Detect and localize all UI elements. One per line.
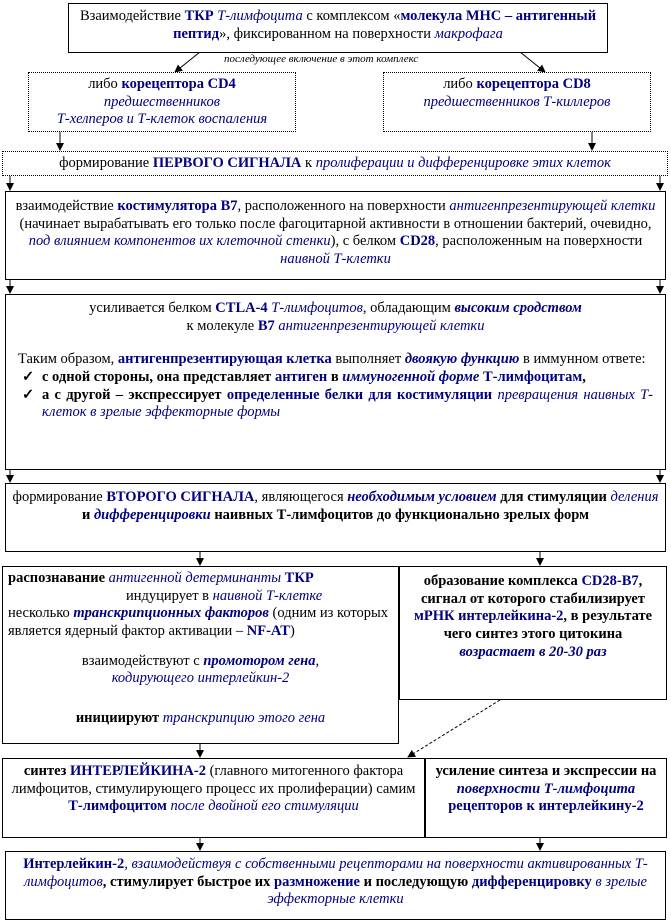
box-ctla4-apc [5, 294, 666, 470]
cd8-label: корецептора CD8 [476, 76, 591, 92]
tcr-recognition: распознавание антигенной детерминанты ТКР индуцирует в наивной Т-клетке несколько транскрипционных факторов (одним из которых является ядерный фактор активации – NF-AT) [8, 570, 389, 640]
box-il2-proliferation: Интерлейкин-2, взаимодействуя с собственными рецепторами на поверхности активированных Т-лимфоцитов, стимулирует быстрое их размножение и последующую дифференцировку в зрелые эффекторные клетки [5, 851, 666, 920]
promoter-interaction: взаимодействуют с промотором гена, кодирующего интерлейкин-2 [81, 652, 320, 687]
note-subsequent-inclusion: последующее включение в этот комплекс [224, 53, 419, 65]
ctla4-label: CTLA-4 [215, 300, 268, 316]
box-transcription-factors [2, 566, 399, 744]
il2-label: ИНТЕРЛЕЙКИНА-2 [70, 763, 206, 779]
b1-tcr: ТКР [184, 8, 214, 24]
arrow-b7r-b8l [408, 700, 500, 757]
cd4-label: корецептора CD4 [121, 76, 236, 92]
b1-mhc-peptide: молекула МНС – антигенный пептид [173, 8, 597, 42]
b7-label: костимулятора B7 [117, 198, 238, 214]
first-signal-label: ПЕРВОГО СИГНАЛА [152, 155, 302, 171]
apc-dual-function: Таким образом, антигенпрезентирующая клетка выполняет двоякую функцию в иммунном ответе: [18, 351, 646, 368]
apc-function-item-1: ✓ с одной стороны, она представляет антиген в иммуногенной форме Т-лимфоцитам, [42, 369, 653, 387]
box-costimulator-b7: взаимодействие костимулятора B7, расположенного на поверхности антигенпрезентирующей клетки (начинает вырабатывать его только после фагоцитарной активности в отношении бактерий, очевидно, под влиянием компонентов их клеточной стенки), с белком CD28, расположенным на поверхности наивной Т-клетки [5, 191, 666, 280]
box-cd8-coreceptor: либо корецептора CD8 предшественников Т-киллеров [383, 72, 651, 132]
second-signal-label: ВТОРОГО СИГНАЛА [106, 489, 255, 505]
b1-macrophage: макрофага [434, 25, 503, 42]
ctla4-line: усиливается белком CTLA-4 Т-лимфоцитов, обладающим высоким сродством к молекуле B7 антигенпрезентирующей клетки [89, 300, 582, 334]
il2-final-label: Интерлейкин-2 [23, 856, 125, 872]
arrow-b1-cd4 [175, 52, 200, 72]
cd28-b7-label: CD28-B7 [581, 573, 639, 589]
box-tcr-mhc-interaction: Взаимодействие ТКР Т-лимфоцита с комплексом «молекула МНС – антигенный пептид», фиксированном на поверхности макрофага [68, 3, 608, 53]
box-cd4-coreceptor: либо корецептора CD4 предшественников Т-хелперов и Т-клеток воспаления [28, 72, 296, 132]
cd28-label: CD28 [399, 233, 436, 250]
arrow-b1-cd8 [520, 52, 545, 72]
b1-text: Взаимодействие [79, 8, 185, 24]
b1-tlymph: Т-лимфоцита [217, 8, 303, 24]
box-cd28-b7-complex: образование комплекса CD28-B7, сигнал от которого стабилизирует мРНК интерлейкина-2, в результате чего синтез этого цитокина возрастает в 20-30 раз [399, 566, 667, 700]
apc-function-list [18, 369, 653, 422]
transcription-init: инициируют транскрипцию этого гена [75, 710, 326, 727]
box-second-signal: формирование ВТОРОГО СИГНАЛА, являющегося необходимым условием для стимуляции деления и дифференцировки наивных Т-лимфоцитов до функционально зрелых форм [5, 483, 666, 552]
box-il2-synthesis: синтез ИНТЕРЛЕЙКИНА-2 (главного митогенного фактора лимфоцитов, стимулирующего процесс их пролиферации) самим Т-лимфоцитом после двойной его стимуляции [2, 758, 425, 838]
apc-function-item-2: ✓ а с другой – экспрессирует определенные белки для костимуляции превращения наивных Т-клеток в зрелые эффекторные формы [42, 387, 653, 422]
box-first-signal: формирование ПЕРВОГО СИГНАЛА к пролиферации и дифференцировке этих клеток [2, 151, 668, 176]
box-il2-receptor-expression: усиление синтеза и экспрессии на поверхности Т-лимфоцита рецепторов к интерлейкину-2 [425, 758, 667, 838]
